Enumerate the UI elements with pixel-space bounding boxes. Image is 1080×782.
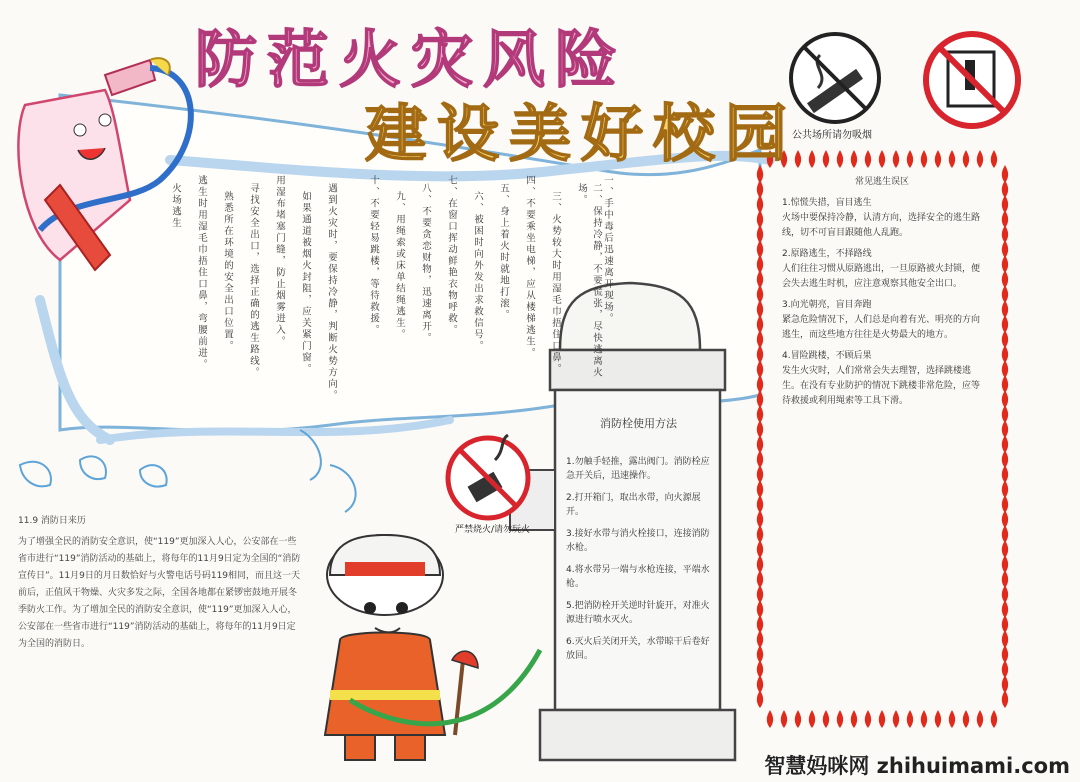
flame-mark bbox=[977, 710, 983, 728]
flame-mark bbox=[893, 710, 899, 728]
fire-escape-column: 逃生时用湿毛巾捂住口鼻，弯腰前进。 bbox=[196, 175, 207, 371]
fire-escape-column: 三、火势较大时用湿毛巾捂住口鼻。 bbox=[550, 191, 561, 375]
hydrant-steps bbox=[566, 455, 716, 671]
hydrant-step: 2.打开箱门，取出水带，向火源展开。 bbox=[566, 493, 701, 517]
poster-title-line1: 防范火灾风险 bbox=[195, 23, 628, 96]
flame-mark bbox=[809, 710, 815, 728]
hydrant-step: 6.灭火后关闭开关，水带晾干后卷好放回。 bbox=[566, 637, 710, 661]
flame-mark bbox=[865, 710, 871, 728]
flame-mark bbox=[837, 710, 843, 728]
hydrant-title: 消防栓使用方法 bbox=[600, 417, 677, 430]
fire-escape-column: 十、不要轻易跳楼，等待救援。 bbox=[368, 175, 379, 336]
flame-mark bbox=[823, 710, 829, 728]
mistake-title: 4.冒险跳楼，不顾后果 bbox=[782, 351, 872, 361]
flame-mark bbox=[949, 150, 955, 168]
hydrant-step: 5.把消防栓开关逆时针旋开，对准火源进行喷水灭火。 bbox=[566, 601, 710, 625]
flame-mark bbox=[991, 710, 997, 728]
fire-escape-column: 六、被困时向外发出求救信号。 bbox=[472, 191, 483, 352]
no-fire-caption: 严禁烧火/请勿玩火 bbox=[455, 525, 531, 535]
flame-mark bbox=[977, 150, 983, 168]
fire-day-heading: 11.9 消防日来历 bbox=[18, 516, 86, 526]
flame-mark bbox=[851, 150, 857, 168]
flame-mark bbox=[921, 710, 927, 728]
fire-escape-column: 九、用绳索或床单结绳逃生。 bbox=[394, 191, 405, 341]
flame-mark bbox=[935, 150, 941, 168]
flame-mark bbox=[757, 690, 763, 708]
flame-mark bbox=[795, 710, 801, 728]
flame-mark bbox=[809, 150, 815, 168]
water-splash-decoration bbox=[20, 430, 356, 512]
fire-escape-column: 八、不要贪恋财物，迅速离开。 bbox=[420, 183, 431, 344]
flame-mark bbox=[921, 150, 927, 168]
fireman-illustration bbox=[325, 535, 540, 760]
flame-mark bbox=[851, 710, 857, 728]
no-fire-play-sign-icon bbox=[448, 435, 528, 518]
flame-mark bbox=[1002, 690, 1008, 708]
fire-escape-column: 二、保持冷静，不要慌张，尽快逃离火场。 bbox=[576, 183, 602, 379]
flame-mark bbox=[893, 150, 899, 168]
flame-mark bbox=[935, 710, 941, 728]
hydrant-step: 4.将水带另一端与水枪连接，平端水枪。 bbox=[566, 565, 710, 589]
fire-escape-column: 用湿布堵塞门缝，防止烟雾进入。 bbox=[274, 175, 285, 348]
flame-mark bbox=[879, 710, 885, 728]
fire-escape-column: 一、手中毒后迅速离开现场。 bbox=[602, 175, 613, 325]
fire-escape-column: 四、不要乘坐电梯，应从楼梯逃生。 bbox=[524, 175, 535, 359]
flame-mark bbox=[949, 710, 955, 728]
flame-mark bbox=[781, 710, 787, 728]
flame-mark bbox=[963, 710, 969, 728]
fire-escape-column: 火场逃生 bbox=[170, 183, 181, 229]
fire-escape-column: 五、身上着火时就地打滚。 bbox=[498, 183, 509, 321]
flame-mark bbox=[907, 150, 913, 168]
mistake-body: 人们往往习惯从原路逃出，一旦原路被火封锁，便会失去逃生时机，应注意观察其他安全出口。 bbox=[782, 264, 981, 289]
hydrant-step: 1.勿触手轻推，露出阀门。消防栓应急开关后，迅速操作。 bbox=[566, 457, 710, 481]
escape-mistakes-panel bbox=[782, 175, 982, 409]
flame-mark bbox=[823, 150, 829, 168]
no-smoking-sign-icon bbox=[791, 34, 879, 122]
poster-title-line2: 建设美好校园 bbox=[365, 97, 798, 170]
flame-mark bbox=[991, 150, 997, 168]
no-smoking-caption: 公共场所请勿吸烟 bbox=[792, 130, 872, 141]
flame-mark bbox=[865, 150, 871, 168]
no-fire-door-sign-icon bbox=[926, 34, 1018, 126]
flame-mark bbox=[767, 710, 773, 728]
watermark: 智慧妈咪网 zhihuimami.com bbox=[764, 754, 1070, 778]
mistake-title: 3.向光朝亮，盲目奔跑 bbox=[782, 300, 872, 310]
flame-mark bbox=[879, 150, 885, 168]
hydrant-step: 3.接好水带与消火栓接口，连接消防水枪。 bbox=[566, 529, 710, 553]
flame-mark bbox=[963, 150, 969, 168]
mistake-body: 紧急危险情况下，人们总是向着有光、明亮的方向逃生，而这些地方往往是火势最大的地方。 bbox=[782, 315, 981, 340]
mistake-body: 火场中要保持冷静，认清方向，选择安全的逃生路线，切不可盲目跟随他人乱跑。 bbox=[782, 213, 981, 238]
mistake-body: 发生火灾时，人们常常会失去理智，选择跳楼逃生。在没有专业防护的情况下跳楼非常危险，应等待救援或利用绳索等工具下滑。 bbox=[782, 366, 981, 406]
fire-escape-column: 熟悉所在环境的安全出口位置。 bbox=[222, 191, 233, 352]
flame-mark bbox=[837, 150, 843, 168]
fire-escape-column: 寻找安全出口，选择正确的逃生路线。 bbox=[248, 183, 259, 379]
fire-escape-column: 如果通道被烟火封阻，应关紧门窗。 bbox=[300, 191, 311, 375]
mistake-title: 1.惊慌失措，盲目逃生 bbox=[782, 198, 872, 208]
escape-mistakes-heading: 常见逃生误区 bbox=[854, 177, 909, 187]
fire-day-origin bbox=[18, 513, 303, 653]
flame-mark bbox=[907, 710, 913, 728]
fire-escape-column: 遇到火灾时，要保持冷静，判断火势方向。 bbox=[326, 183, 337, 402]
mistake-title: 2.原路逃生，不择路线 bbox=[782, 249, 872, 259]
fire-day-text: 为了增强全民的消防安全意识，使“119”更加深入人心，公安部在一些省市进行“119”消防活动的基础上，将每年的11月9日定为全国的“消防宣传日”。11月9日的月日数恰好与火警电话号码119相同，而且这一天前后，正值风干物燥、火灾多发之际，全国各地都在紧锣密鼓地开展冬季防火工作。为了增加全民的消防安全意识，使“119”更加深入人心，公安部在一些省市进行“119”消防活动的基础上，将每年的11月9日定为全国的消防日。 bbox=[18, 537, 301, 649]
fire-escape-column: 七、在窗口挥动鲜艳衣物呼救。 bbox=[446, 175, 457, 336]
